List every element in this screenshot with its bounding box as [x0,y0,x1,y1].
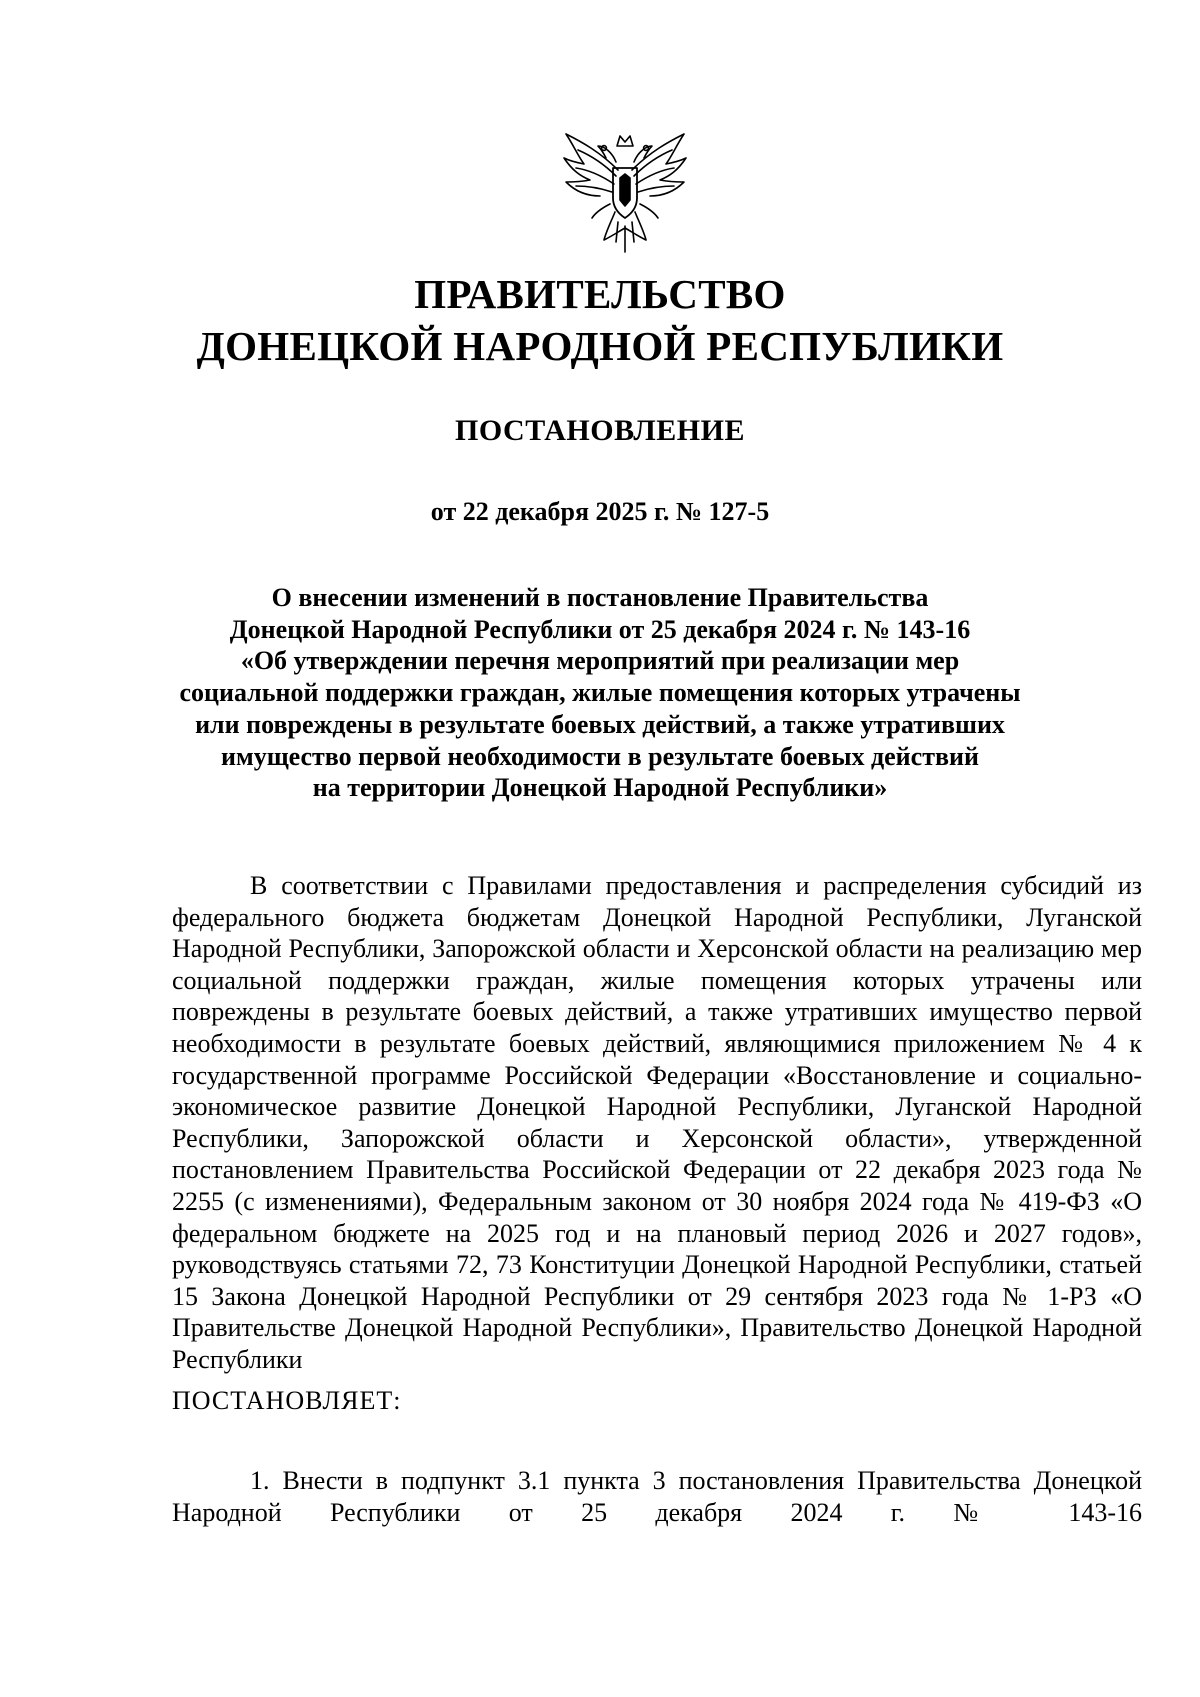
resolves-heading: ПОСТАНОВЛЯЕТ: [172,1386,402,1415]
subject-line: имущество первой необходимости в результате боевых действий [221,741,979,771]
government-title-line1: ПРАВИТЕЛЬСТВО [414,271,786,317]
coat-of-arms-icon [560,112,690,262]
government-title-line2: ДОНЕЦКОЙ НАРОДНОЙ РЕСПУБЛИКИ [196,323,1004,369]
document-subject [150,582,1050,804]
government-title [150,268,1050,372]
subject-line: О внесении изменений в постановление Правительства [271,583,929,612]
subject-line: социальной поддержки граждан, жилые помещения которых утрачены [179,678,1021,708]
document-date-number: от 22 декабря 2025 г. № 127-5 [430,497,770,526]
item-1-paragraph: 1. Внести в подпункт 3.1 пункта 3 постановления Правительства Донецкой Народной Республики от 25 декабря 2024 г. № 143-16 [172,1466,1142,1527]
subject-line: «Об утверждении перечня мероприятий при реализации мер [240,646,960,676]
subject-line: или повреждены в результате боевых действий, а также утративших [195,709,1005,739]
subject-line: на территории Донецкой Народной Республики» [312,773,888,803]
subject-line: Донецкой Народной Республики от 25 декабря 2024 г. № 143-16 [229,614,971,644]
preamble-paragraph: В соответствии с Правилами предоставления и распределения субсидий из федерального бюджета бюджетам Донецкой Народной Республики, Луганской Народной Республики, Запорожской области и Херсонской области на реализацию мер социальной поддержки граждан, жилые помещения которых утрачены или повреждены в результате боевых действий, а также утративших имущество первой необходимости в результате боевых действий, являющимися приложением № 4 к государственной программе Российской Федерации «Восстановление и социально-экономическое развитие Донецкой Народной Республики, Луганской Народной Республики, Запорожской области и Херсонской области», утвержденной постановлением Правительства Российской Федерации от 22 декабря 2023 года № 2255 (с изменениями), Федеральным законом от 30 ноября 2024 года № 419-ФЗ «О федеральном бюджете на 2025 год и на плановый период 2026 и 2027 годов», руководствуясь статьями 72, 73 Конституции Донецкой Народной Республики, статьей 15 Закона Донецкой Народной Республики от 29 сентября 2023 года № 1-РЗ «О Правительстве Донецкой Народной Республики», Правительство Донецкой Народной Республики [172,871,1142,1374]
document-type: ПОСТАНОВЛЕНИЕ [455,414,745,447]
